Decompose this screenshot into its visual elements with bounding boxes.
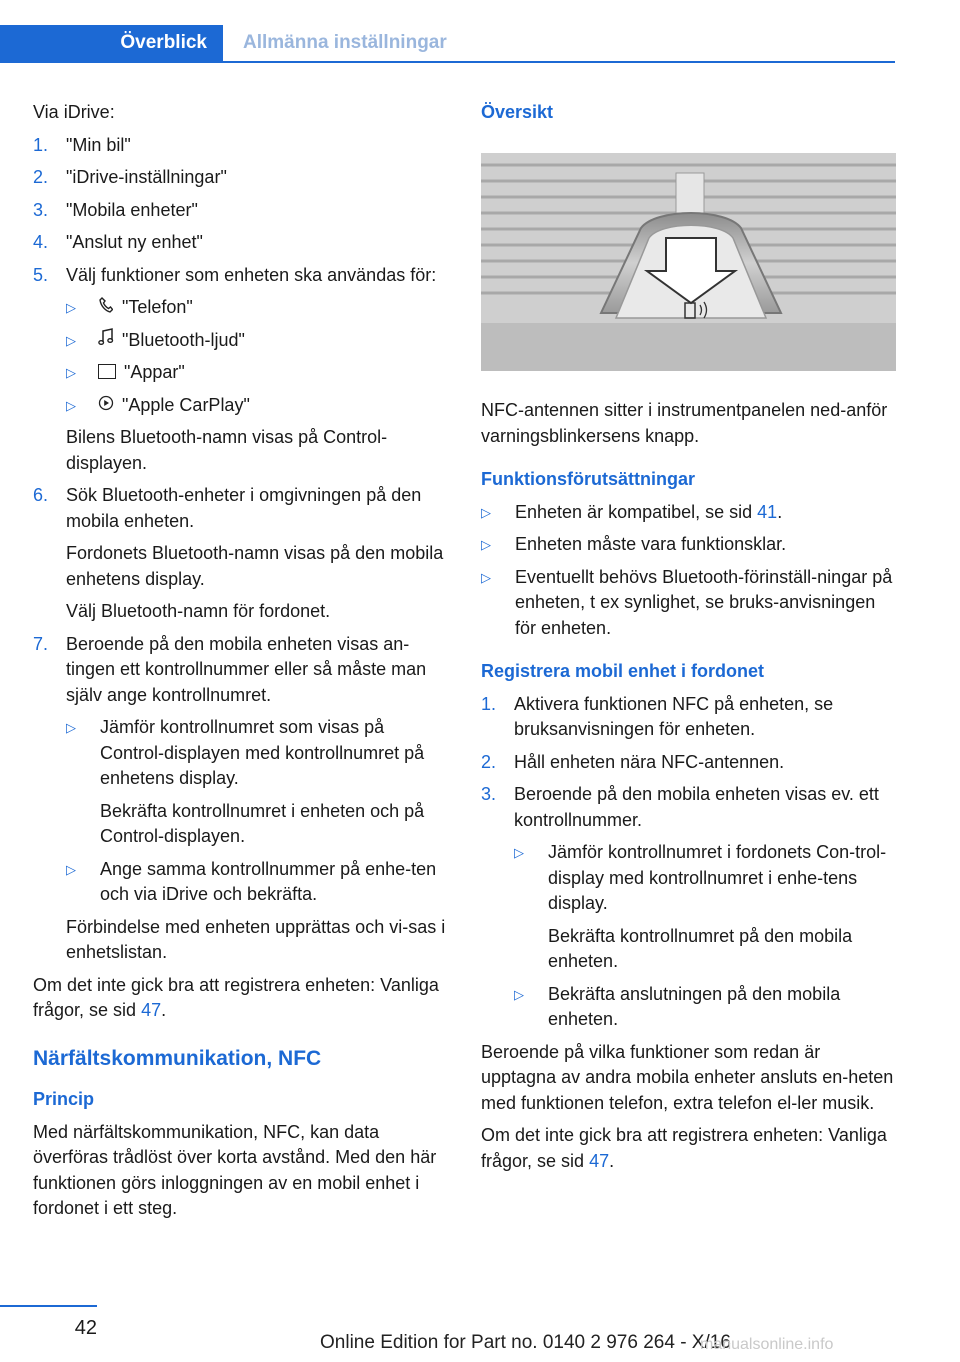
chapter-tabs [0,25,895,63]
requirement-item-1: ▷ Enheten är kompatibel, se sid 41. [481,500,896,526]
function-item-carplay [66,393,448,419]
right-column [481,100,896,1181]
step-number: 3. [33,199,49,220]
page-link-47[interactable]: 47 [589,1150,610,1171]
section-title-nfc: Närfältskommunikation, NFC [33,1046,322,1070]
pairing-steps [33,133,448,966]
function-item-apps [66,360,448,386]
register-control-note: Bekräfta kontrollnumret på den mobila enheten. [548,925,853,971]
online-edition-note: Online Edition for Part no. 0140 2 976 264 - X/16 [320,1332,731,1353]
control-item-1 [66,715,448,850]
bullet-icon: ▷ [481,537,491,552]
phone-icon [96,295,116,321]
principle-text: Med närfältskommunikation, NFC, kan data överföras trådlöst över korta avstånd. Med den här funktionen görs inloggningen av en mobil enhet i fordonet i ett steg. [33,1121,437,1218]
control-item-note: Bekräfta kontrollnumret i enheten och på Control-displayen. [100,800,425,846]
register-control-list [514,840,896,1033]
step-3 [33,198,448,224]
control-item-text: Jämför kontrollnumret som visas på Control-displayen med kontrollnumret på enhetens display. [100,717,425,788]
principle-title: Princip [33,1089,95,1109]
bullet-icon: ▷ [481,569,491,585]
music-icon [96,328,116,354]
function-label: "Appar" [124,362,185,382]
step-number: 4. [33,232,49,252]
bullet-icon: ▷ [66,720,76,735]
fail-text: Om det inte gick bra att registrera enheten: Vanliga frågor, se sid 47. [33,974,439,1020]
bullet-icon: ▷ [66,332,76,348]
register-step-2: 2. Håll enheten nära NFC-antennen. [481,750,896,776]
register-control-item-2: ▷ Bekräfta anslutningen på den mobila enheten. [514,983,841,1029]
requirement-item-3: ▷ Eventuellt behövs Bluetooth-förinställ-ningar på enheten, t ex synlighet, se bruks-anvisningen för enheten. [481,566,893,638]
step-text: "Anslut ny enhet" [66,232,203,252]
page-number: 42 [74,1317,97,1339]
function-label: "Telefon" [122,297,193,317]
function-list [66,295,448,418]
step-2 [33,165,448,191]
step-4 [33,230,448,256]
apps-icon [98,364,116,379]
step-text: "iDrive-inställningar" [66,167,227,187]
function-item-bluetooth-audio [66,328,448,354]
carplay-icon [96,393,116,419]
overview-title: Översikt [481,102,554,122]
step-number: 7. [33,633,49,654]
step-number: 3. [481,784,497,804]
page-link-47[interactable]: 47 [141,1000,162,1020]
step-6 [33,483,448,625]
control-number-list [66,715,448,908]
bullet-icon: ▷ [514,986,524,1002]
step-5 [33,263,448,477]
step-7 [33,632,448,966]
bullet-icon: ▷ [66,861,76,877]
watermark: manualsonline.info [700,1336,834,1353]
nfc-antenna-figure [481,153,896,371]
step-number: 5. [33,264,49,285]
requirement-item-2: ▷ Enheten måste vara funktionsklar. [481,532,896,558]
step-1 [33,133,448,159]
requirements-title: Funktionsförutsättningar [481,469,695,489]
bullet-icon: ▷ [514,845,524,860]
step-text: Välj funktioner som enheten ska användas för: [66,264,437,285]
step-number: 2. [481,751,497,772]
step-number: 2. [33,167,49,187]
step-number: 1. [33,134,49,155]
bullet-icon: ▷ [66,397,76,413]
intro-text: Via iDrive: [33,102,115,122]
fail-text-right: Om det inte gick bra att registrera enheten: Vanliga frågor, se sid 47. [481,1125,887,1171]
tab-general-settings[interactable]: Allmänna inställningar [223,25,447,61]
step-number: 1. [481,693,497,714]
step-text: "Min bil" [66,134,131,155]
figure-caption: NFC-antennen sitter i instrumentpanelen ned-anför varningsblinkersens knapp. [481,400,888,446]
control-item-text: Ange samma kontrollnummer på enhe-ten och via iDrive och bekräfta. [100,858,437,904]
requirements-list [481,500,896,642]
register-step-3: 3. Beroende på den mobila enheten visas ev. ett kontrollnummer. ▷ Jämför kontrollnumret i fordonets Con-trol-display med kontrollnumret i enhe-tens display. Bekräfta kontrollnumret på den mobila enheten. ▷ Bekräfta anslutningen på den mobila enheten. [481,782,896,1033]
step7-note: Förbindelse med enheten upprättas och vi-sas i enhetslistan. [66,916,446,962]
footer-divider [0,1305,97,1307]
register-title: Registrera mobil enhet i fordonet [481,661,765,681]
step6-note-1: Fordonets Bluetooth-namn visas på den mobila enhetens display. [66,543,444,589]
page-link-41[interactable]: 41 [757,501,778,522]
after-text: Beroende på vilka funktioner som redan är upptagna av andra mobila enheter ansluts en-heten med funktionen telefon, extra telefon el-ler musik. [481,1041,894,1113]
step-text: Beroende på den mobila enheten visas an-tingen ett kontrollnummer eller så måste man själv ange kontrollnumret. [66,633,427,705]
step-number: 6. [33,485,49,505]
function-label: "Apple CarPlay" [122,394,250,415]
step5-note: Bilens Bluetooth-namn visas på Control-displayen. [66,427,388,473]
left-column [33,100,448,1229]
register-step-1: 1. Aktivera funktionen NFC på enheten, se bruksanvisningen för enheten. [481,693,834,739]
bullet-icon: ▷ [481,504,491,520]
bullet-icon: ▷ [66,300,76,315]
bullet-icon: ▷ [66,365,76,380]
step-text: "Mobila enheter" [66,199,198,220]
step-text: Sök Bluetooth-enheter i omgivningen på den mobila enheten. [66,485,422,531]
step6-note-2: Välj Bluetooth-namn för fordonet. [66,601,331,621]
register-steps [481,692,896,1033]
tab-overview[interactable]: Överblick [0,25,223,61]
control-item-2 [66,857,448,908]
function-item-telefon [66,295,448,321]
register-control-item-1: ▷ Jämför kontrollnumret i fordonets Con-trol-display med kontrollnumret i enhe-tens display. Bekräfta kontrollnumret på den mobila enheten. [514,840,896,975]
function-label: "Bluetooth-ljud" [122,329,245,350]
